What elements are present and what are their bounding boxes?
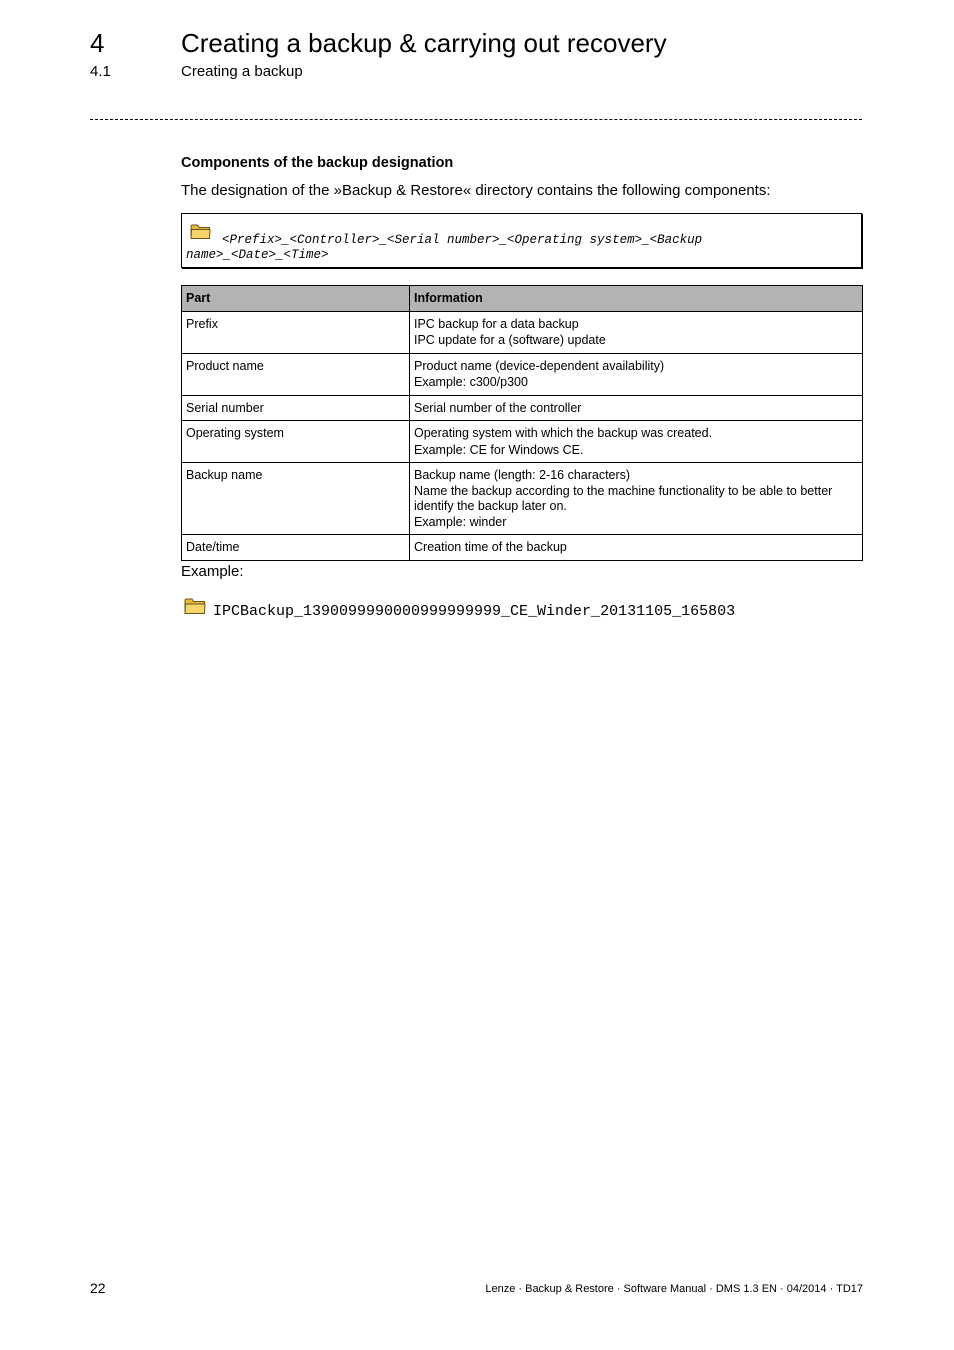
cell-part: Prefix [182,311,410,353]
cell-part: Product name [182,353,410,395]
page-number: 22 [90,1280,106,1296]
cell-part: Date/time [182,535,410,561]
header-information: Information [410,286,863,312]
info-line: Name the backup according to the machine functionality to be able to better identify the backup later on. [414,483,833,513]
cell-information [410,395,863,421]
section-heading: Components of the backup designation [181,155,454,171]
folder-icon [184,597,206,620]
table-header-row [182,286,863,312]
cell-information [410,311,863,353]
section-title: Creating a backup [181,63,303,80]
table-row [182,421,863,463]
info-line: Example: CE for Windows CE. [414,442,584,457]
cell-part: Serial number [182,395,410,421]
info-line: Example: c300/p300 [414,375,528,389]
cell-information [410,353,863,395]
info-line: Creation time of the backup [414,540,567,554]
info-line: Example: winder [414,514,507,529]
chapter-title: Creating a backup & carrying out recovery [181,28,667,58]
components-table [181,285,863,561]
table-row [182,311,863,353]
footer-text: Lenze · Backup & Restore · Software Manual · DMS 1.3 EN · 04/2014 · TD17 [485,1283,863,1295]
table-row [182,463,863,535]
cell-part: Operating system [182,421,410,463]
info-line: Backup name (length: 2-16 characters) [414,468,631,482]
table-row [182,353,863,395]
chapter-number: 4 [90,28,105,58]
example-path: IPCBackup_1390099990000999999999_CE_Winder_20131105_165803 [213,603,736,620]
info-line: IPC backup for a data backup [414,316,579,331]
intro-paragraph: The designation of the »Backup & Restore« directory contains the following components: [181,182,771,199]
info-line: Product name (device-dependent availability) [414,358,665,373]
cell-part: Backup name [182,463,410,535]
info-line: Operating system with which the backup was created. [414,426,713,440]
header-divider [90,119,862,120]
cell-information [410,535,863,561]
example-label: Example: [181,563,244,580]
table-row [182,395,863,421]
header-part: Part [182,286,410,312]
designation-pattern: <Prefix>_<Controller>_<Serial number>_<Operating system>_<Backup name>_<Date>_<Time> [186,233,703,262]
info-line: IPC update for a (software) update [414,333,606,347]
info-line: Serial number of the controller [414,400,582,415]
cell-information [410,421,863,463]
designation-pattern-box [181,213,862,268]
cell-information [410,463,863,535]
section-number: 4.1 [90,63,111,80]
table-row [182,535,863,561]
